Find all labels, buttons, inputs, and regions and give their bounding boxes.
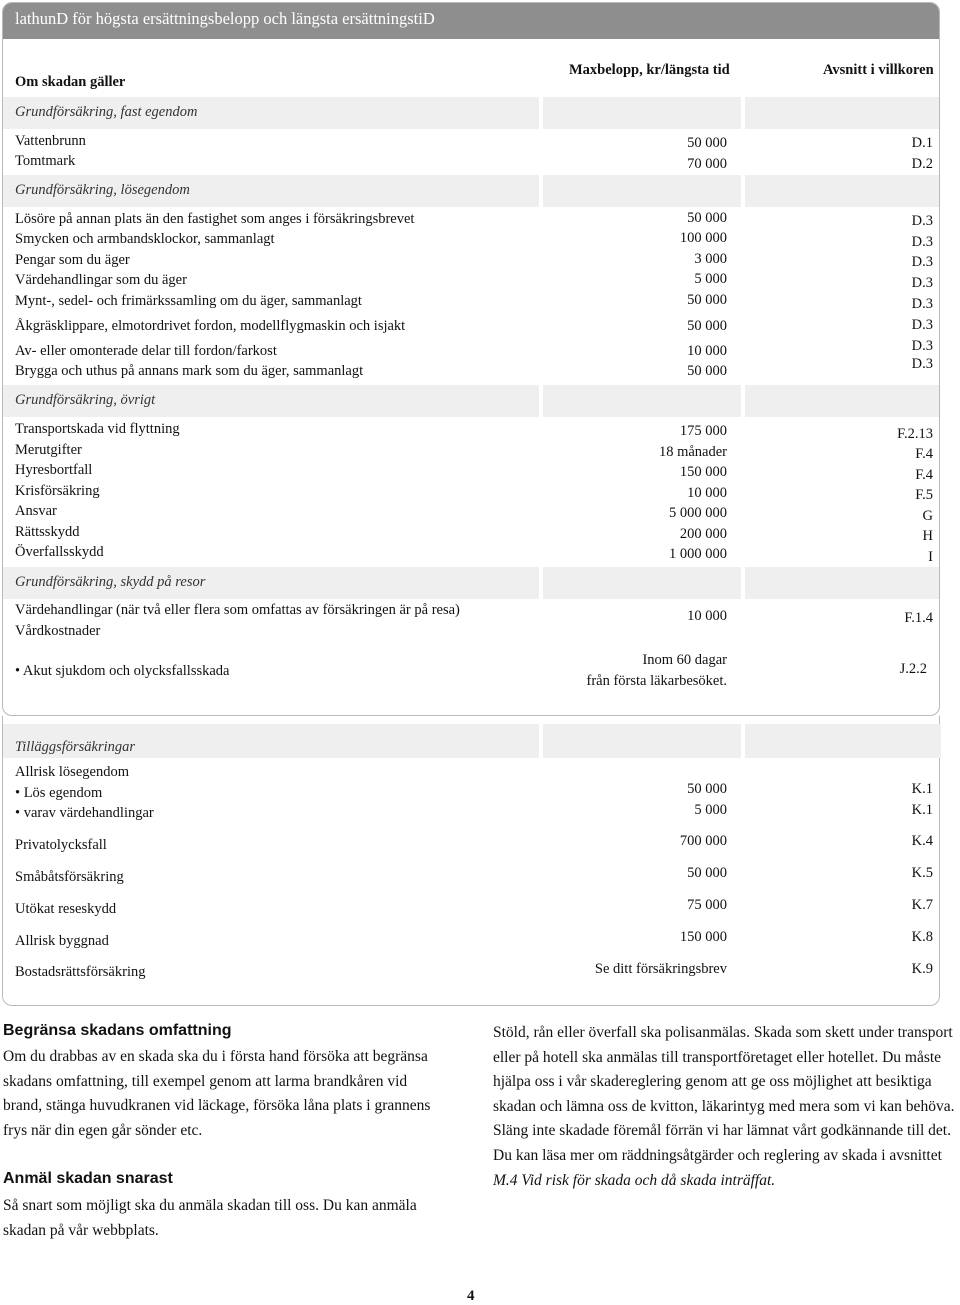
row-ref: H [922,528,933,544]
section-title: Tilläggsförsäkringar [15,739,136,755]
row-amount: 700 000 [679,833,727,849]
row-ref: K.1 [911,781,933,797]
row-ref: D.3 [911,356,933,372]
row-ref: D.3 [911,234,933,250]
row-amount: 50 000 [687,363,727,379]
row-amount: Inom 60 dagar [642,652,727,668]
row-amount: 1 000 000 [669,546,727,562]
row-amount: 175 000 [679,423,727,439]
row-ref: F.4 [915,467,933,483]
addons-panel [2,716,940,1006]
row-amount: 3 000 [694,251,727,267]
row-label: Värdehandlingar som du äger [15,272,187,288]
coverage-table-panel [2,2,940,716]
row-amount: 150 000 [679,929,727,945]
row-label: Lösöre på annan plats än den fastighet som anges i försäkringsbrevet [15,211,415,227]
section-reference-m4: M.4 Vid risk för skada och då skada inträffat. [493,1171,776,1189]
row-label: • Lös egendom [15,785,103,801]
row-ref: I [928,549,933,565]
row-label: Bostadsrättsförsäkring [15,964,146,980]
section-band-right [745,724,941,758]
row-ref: D.1 [911,135,933,151]
row-label: Smycken och armbandsklockor, sammanlagt [15,231,275,247]
row-ref: K.7 [911,897,933,913]
row-amount: 10 000 [687,343,727,359]
row-ref: K.4 [911,833,933,849]
header-bar [3,3,939,39]
column-header-left: Om skadan gäller [15,74,126,90]
row-ref: D.2 [911,156,933,172]
row-amount: 50 000 [687,135,727,151]
section-band [3,175,539,207]
row-label: Allrisk lösegendom [15,764,129,780]
column-header-mid: Maxbelopp, kr/längsta tid [569,62,730,78]
row-label: • Akut sjukdom och olycksfallsskada [15,663,230,679]
row-amount: Se ditt försäkringsbrev [594,961,727,977]
row-ref: J.2.2 [899,661,927,677]
row-amount: 50 000 [687,210,727,226]
row-label: Hyresbortfall [15,462,93,478]
row-ref: F.4 [915,446,933,462]
row-amount: 50 000 [687,292,727,308]
row-amount: 150 000 [679,464,727,480]
row-label: Pengar som du äger [15,252,130,268]
paragraph-limit-damage: Om du drabbas av en skada ska du i första hand försöka att begränsa skadans omfattning, till exempel genom att larma brandkåren vid brand, stänga huvudkranen vid läckage, försöka låna plats i grannens frys när din egen går sönder etc. [3,1048,431,1139]
row-label: Ansvar [15,503,57,519]
section-title: Grundförsäkring, övrigt [15,392,156,408]
row-amount: 5 000 000 [669,505,727,521]
column-header-right: Avsnitt i villkoren [823,62,934,78]
section-band [3,567,539,599]
row-ref: D.3 [911,317,933,333]
section-title: Grundförsäkring, lösegendom [15,182,190,198]
row-label: Tomtmark [15,153,76,169]
section-band-right [745,97,940,129]
row-label: Av- eller omonterade delar till fordon/farkost [15,343,277,359]
row-label: Mynt-, sedel- och frimärkssamling om du äger, sammanlagt [15,293,362,309]
section-band [3,724,539,758]
row-ref: D.3 [911,296,933,312]
row-ref: K.9 [911,961,933,977]
row-label: Småbåtsförsäkring [15,869,124,885]
row-amount: 200 000 [679,526,727,542]
row-label: Åkgräsklippare, elmotordrivet fordon, modellflygmaskin och isjakt [15,318,406,334]
row-amount: 10 000 [687,485,727,501]
paragraph-police-report-text: Stöld, rån eller överfall ska polisanmälas. Skada som skett under transport eller på hotell ska anmälas till transportföretaget eller hotellet. Du måste hjälpa oss i vår skadereglering genom att ge oss möjlighet att besiktiga skadan och lämna oss de kvitton, läkarintyg med mera som vi kan behöva. Släng inte skadade föremål förrän vi har lämnat vårt godkännande till det. Du kan läsa mer om räddningsåtgärder och reglering av skada i avsnittet [493,1024,955,1164]
paragraph-police-report [493,1021,959,1193]
row-amount: 5 000 [694,802,727,818]
heading-report-damage: Anmäl skadan snarast [3,1170,173,1187]
heading-limit-damage: Begränsa skadans omfattning [3,1022,232,1039]
row-ref: F.2.13 [897,426,933,442]
section-band-mid [543,97,741,129]
row-label: Vårdkostnader [15,623,101,639]
row-ref: F.1.4 [904,610,933,626]
row-label: Överfallsskydd [15,544,104,560]
row-ref: K.1 [911,802,933,818]
row-label: Transportskada vid flyttning [15,421,180,437]
section-title: Grundförsäkring, fast egendom [15,104,198,120]
row-amount: 5 000 [694,271,727,287]
section-band-right [745,567,940,599]
row-amount: 75 000 [687,897,727,913]
row-ref: D.3 [911,213,933,229]
section-band-mid [543,385,741,417]
section-band-mid [543,175,741,207]
row-amount: 10 000 [687,608,727,624]
row-label: Vattenbrunn [15,133,86,149]
row-ref: F.5 [915,487,933,503]
row-label: Utökat reseskydd [15,901,117,917]
row-label: Rättsskydd [15,524,80,540]
row-amount: 18 månader [658,444,727,460]
row-ref: G [922,508,933,524]
row-label: Värdehandlingar (när två eller flera som omfattas av försäkringen är på resa) [15,602,460,618]
row-amount: från första läkarbesöket. [586,673,727,689]
row-amount: 50 000 [687,865,727,881]
row-label: Privatolycksfall [15,837,107,853]
page-title: lathunD för högsta ersättningsbelopp och längsta ersättningstiD [15,9,435,28]
row-ref: D.3 [911,254,933,270]
paragraph-report-damage: Så snart som möjligt ska du anmäla skadan till oss. Du kan anmäla skadan på vår webbplats. [3,1197,417,1239]
row-label: Merutgifter [15,442,82,458]
row-amount: 50 000 [687,318,727,334]
row-amount: 70 000 [687,156,727,172]
row-ref: K.8 [911,929,933,945]
row-label: Krisförsäkring [15,483,100,499]
row-ref: K.5 [911,865,933,881]
section-band [3,97,539,129]
row-amount: 50 000 [687,781,727,797]
row-amount: 100 000 [679,230,727,246]
row-ref: D.3 [911,275,933,291]
section-band-mid [543,724,741,758]
row-label: • varav värdehandlingar [15,805,154,821]
row-label: Brygga och uthus på annans mark som du äger, sammanlagt [15,363,364,379]
section-band-right [745,385,940,417]
section-band-right [745,175,940,207]
section-band-mid [543,567,741,599]
row-ref: D.3 [911,338,933,354]
section-band [3,385,539,417]
section-title: Grundförsäkring, skydd på resor [15,574,206,590]
page-number: 4 [467,1288,475,1304]
row-label: Allrisk byggnad [15,933,109,949]
